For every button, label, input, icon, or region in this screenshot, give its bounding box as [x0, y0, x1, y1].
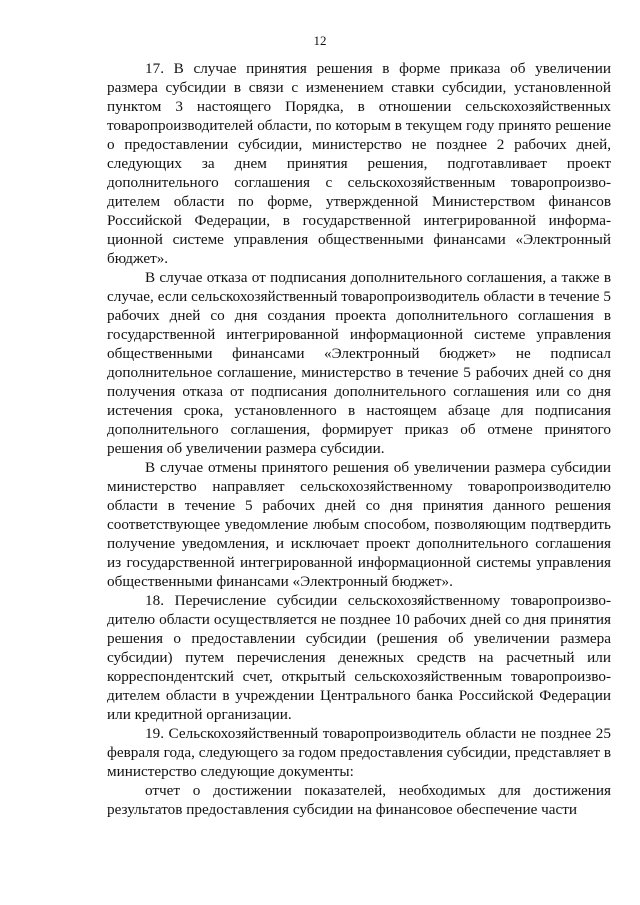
paragraph-report: отчет о достижении показателей, необходимых для достижения результатов предоставления субсидии на финансовое обеспечение части	[107, 782, 611, 818]
document-body	[107, 59, 611, 819]
paragraph-17: 17. В случае принятия решения в форме приказа об увеличении размера субсидии в связи с изменением ставки субсидии, установленной пунктом 3 настоящего Порядка, в отношении сельскохозяйственных товаропроизводителей области, по которым в текущем году принято решение о предоставлении субсидии, министерство не позднее 2 рабочих дней, следующих за днем принятия решения, подготавливает проект дополнительного соглашения с сельскохозяйственным товаропроизводителем области по форме, утвержденной Министерством финансов Российской Федерации, в государственной интегрированной информационной системе управления общественными финансами «Электронный бюджет».	[107, 60, 611, 267]
paragraph-cancellation: В случае отмены принятого решения об увеличении размера субсидии министерство направляет сельскохозяйственному товаропроизводителю области в течение 5 рабочих дней со дня принятия данного решения соответствующее уведомление любым способом, позволяющим подтвердить получение уведомления, и исключает проект дополнительного соглашения из государственной интегрированной информационной системы управления общественными финансами «Электронный бюджет».	[107, 459, 611, 590]
paragraph-19: 19. Сельскохозяйственный товаропроизводитель области не позднее 25 февраля года, следующего за годом предоставления субсидии, представляет в министерство следующие документы:	[107, 725, 611, 780]
paragraph-refusal: В случае отказа от подписания дополнительного соглашения, а также в случае, если сельскохозяйственный товаропроизводитель области в течение 5 рабочих дней со дня создания проекта дополнительного соглашения в государственной интегрированной информационной системе управления общественными финансами «Электронный бюджет» не подписал дополнительное соглашение, министерство в течение 5 рабочих дней со дня получения отказа от подписания дополнительного соглашения или со дня истечения срока, установленного в настоящем абзаце для подписания дополнительного соглашения, формирует приказ об отмене принятого решения об увеличении размера субсидии.	[107, 269, 611, 457]
paragraph-18: 18. Перечисление субсидии сельскохозяйственному товаропроизводителю области осуществляется не позднее 10 рабочих дней со дня принятия решения о предоставлении субсидии (решения об увеличении размера субсидии) путем перечисления денежных средств на расчетный или корреспондентский счет, открытый сельскохозяйственным товаропроизводителем области в учреждении Центрального банка Российской Федерации или кредитной организации.	[107, 592, 611, 723]
page-number: 12	[313, 33, 327, 48]
